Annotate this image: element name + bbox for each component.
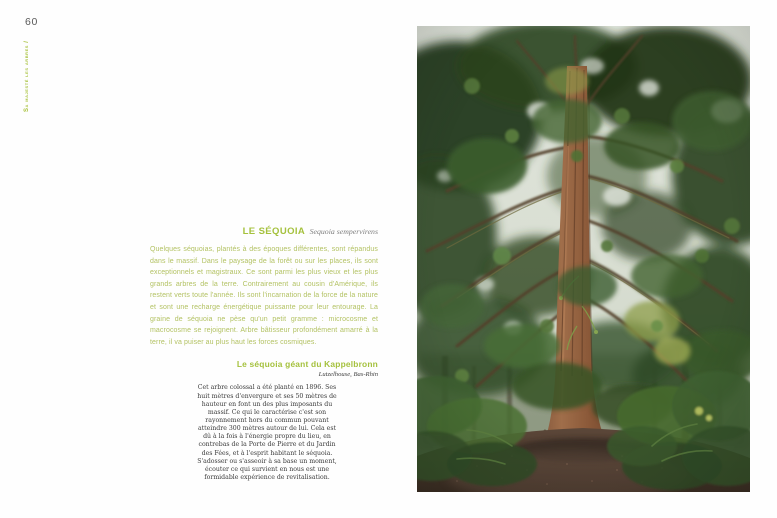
main-text-block [150,221,378,482]
kappelbronn-location: Lutzelhouse, Bas-Rhin [318,371,378,379]
photo-vignette [417,26,750,492]
sidebar-vertical-title [23,34,35,112]
sequoia-heading-latin: Sequoia sempervirens [309,227,378,236]
sequoia-photo [417,26,750,492]
sequoia-paragraph: Quelques séquoias, plantés à des époques différentes, sont répandus dans le massif. Dans le paysage de la forêt ou sur les places, ils sont exceptionnels et magistraux. Ce sont parmi les plus vieux et les plus grands arbres de la terre. Contrairement au cousin d'Amérique, ils restent verts toute l'année. Ils sont l'incarnation de la force de la nature et sont une recharge énergétique puissante pour leur entourage. La graine de séquoia ne pèse qu'un petit gramme : microcosme et macrocosme se rejoignent. Arbre bâtisseur profondément amarré à la terre, il va puiser au plus haut les forces cosmiques. [150,246,378,346]
sequoia-heading: LE SÉQUOIA [242,226,306,237]
page-number: 60 [25,16,38,28]
kappelbronn-heading: Le séquoia géant du Kappelbronn [236,359,378,370]
sidebar-vertical-title-text: Sa majesté les arbres / [24,40,30,112]
sequoia-photo-svg [417,26,750,492]
sequoia-heading-line [150,221,378,239]
kappelbronn-paragraph: Cet arbre colossal a été planté en 1896. Ses huit mètres d'envergure et ses 50 mètres de hauteur en font un des plus imposants du massif. Ce qui le caractérise c'est son rayonnement hors du commun pouvant atteindre 300 mètres autour de lui. Cela est dû à la fois à l'énergie propre du lieu, en contrebas de la Porte de Pierre et du Jardin des Fées, et à l'esprit habitant le séquoia. S'adosser ou s'asseoir à sa base un moment, écouter ce qui survient en nous est une formidable expérience de revitalisation. [197,384,337,482]
